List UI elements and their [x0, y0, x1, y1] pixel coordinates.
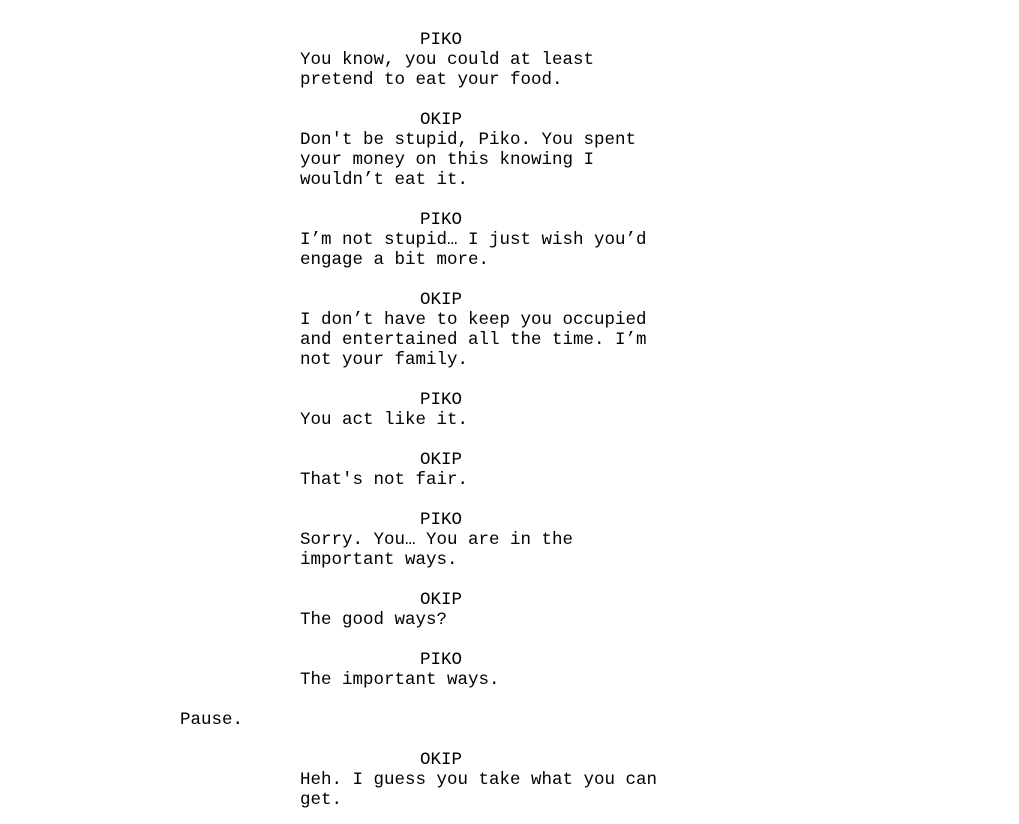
- action-block: [0, 710, 1019, 730]
- dialogue-block: [0, 470, 1019, 490]
- dialogue-line: engage a bit more.: [300, 250, 490, 270]
- character-name: OKIP: [420, 290, 463, 310]
- blank-line: [0, 630, 1019, 650]
- dialogue-line: The good ways?: [300, 610, 448, 630]
- blank-line: [0, 570, 1019, 590]
- action-line: Pause.: [180, 710, 244, 730]
- dialogue-block: [0, 50, 1019, 90]
- dialogue-line: your money on this knowing I: [300, 150, 595, 170]
- character-name: PIKO: [420, 210, 463, 230]
- blank-line: [0, 370, 1019, 390]
- dialogue-block: [0, 610, 1019, 630]
- dialogue-block: [0, 230, 1019, 270]
- blank-line: [0, 190, 1019, 210]
- dialogue-line: I don’t have to keep you occupied: [300, 310, 647, 330]
- dialogue-block: [0, 530, 1019, 570]
- dialogue-line: and entertained all the time. I’m: [300, 330, 647, 350]
- character-name: PIKO: [420, 30, 463, 50]
- character-name: PIKO: [420, 650, 463, 670]
- dialogue-block: [0, 310, 1019, 370]
- dialogue-block: [0, 410, 1019, 430]
- dialogue-line: wouldn’t eat it.: [300, 170, 469, 190]
- dialogue-line: Don't be stupid, Piko. You spent: [300, 130, 637, 150]
- dialogue-line: That's not fair.: [300, 470, 469, 490]
- blank-line: [0, 490, 1019, 510]
- blank-line: [0, 430, 1019, 450]
- blank-line: [0, 90, 1019, 110]
- character-name: OKIP: [420, 110, 463, 130]
- dialogue-line: You know, you could at least: [300, 50, 595, 70]
- dialogue-line: I’m not stupid… I just wish you’d: [300, 230, 647, 250]
- dialogue-block: [0, 670, 1019, 690]
- character-name: PIKO: [420, 390, 463, 410]
- dialogue-line: pretend to eat your food.: [300, 70, 563, 90]
- blank-line: [0, 690, 1019, 710]
- character-name: OKIP: [420, 590, 463, 610]
- dialogue-line: Heh. I guess you take what you can: [300, 770, 658, 790]
- character-name: OKIP: [420, 450, 463, 470]
- dialogue-line: get.: [300, 790, 343, 810]
- dialogue-line: not your family.: [300, 350, 469, 370]
- dialogue-line: The important ways.: [300, 670, 500, 690]
- character-name: OKIP: [420, 750, 463, 770]
- dialogue-block: [0, 770, 1019, 810]
- dialogue-line: Sorry. You… You are in the: [300, 530, 574, 550]
- character-name: PIKO: [420, 510, 463, 530]
- dialogue-block: [0, 130, 1019, 190]
- blank-line: [0, 730, 1019, 750]
- screenplay-page: [0, 30, 1019, 810]
- dialogue-line: You act like it.: [300, 410, 469, 430]
- blank-line: [0, 270, 1019, 290]
- dialogue-line: important ways.: [300, 550, 458, 570]
